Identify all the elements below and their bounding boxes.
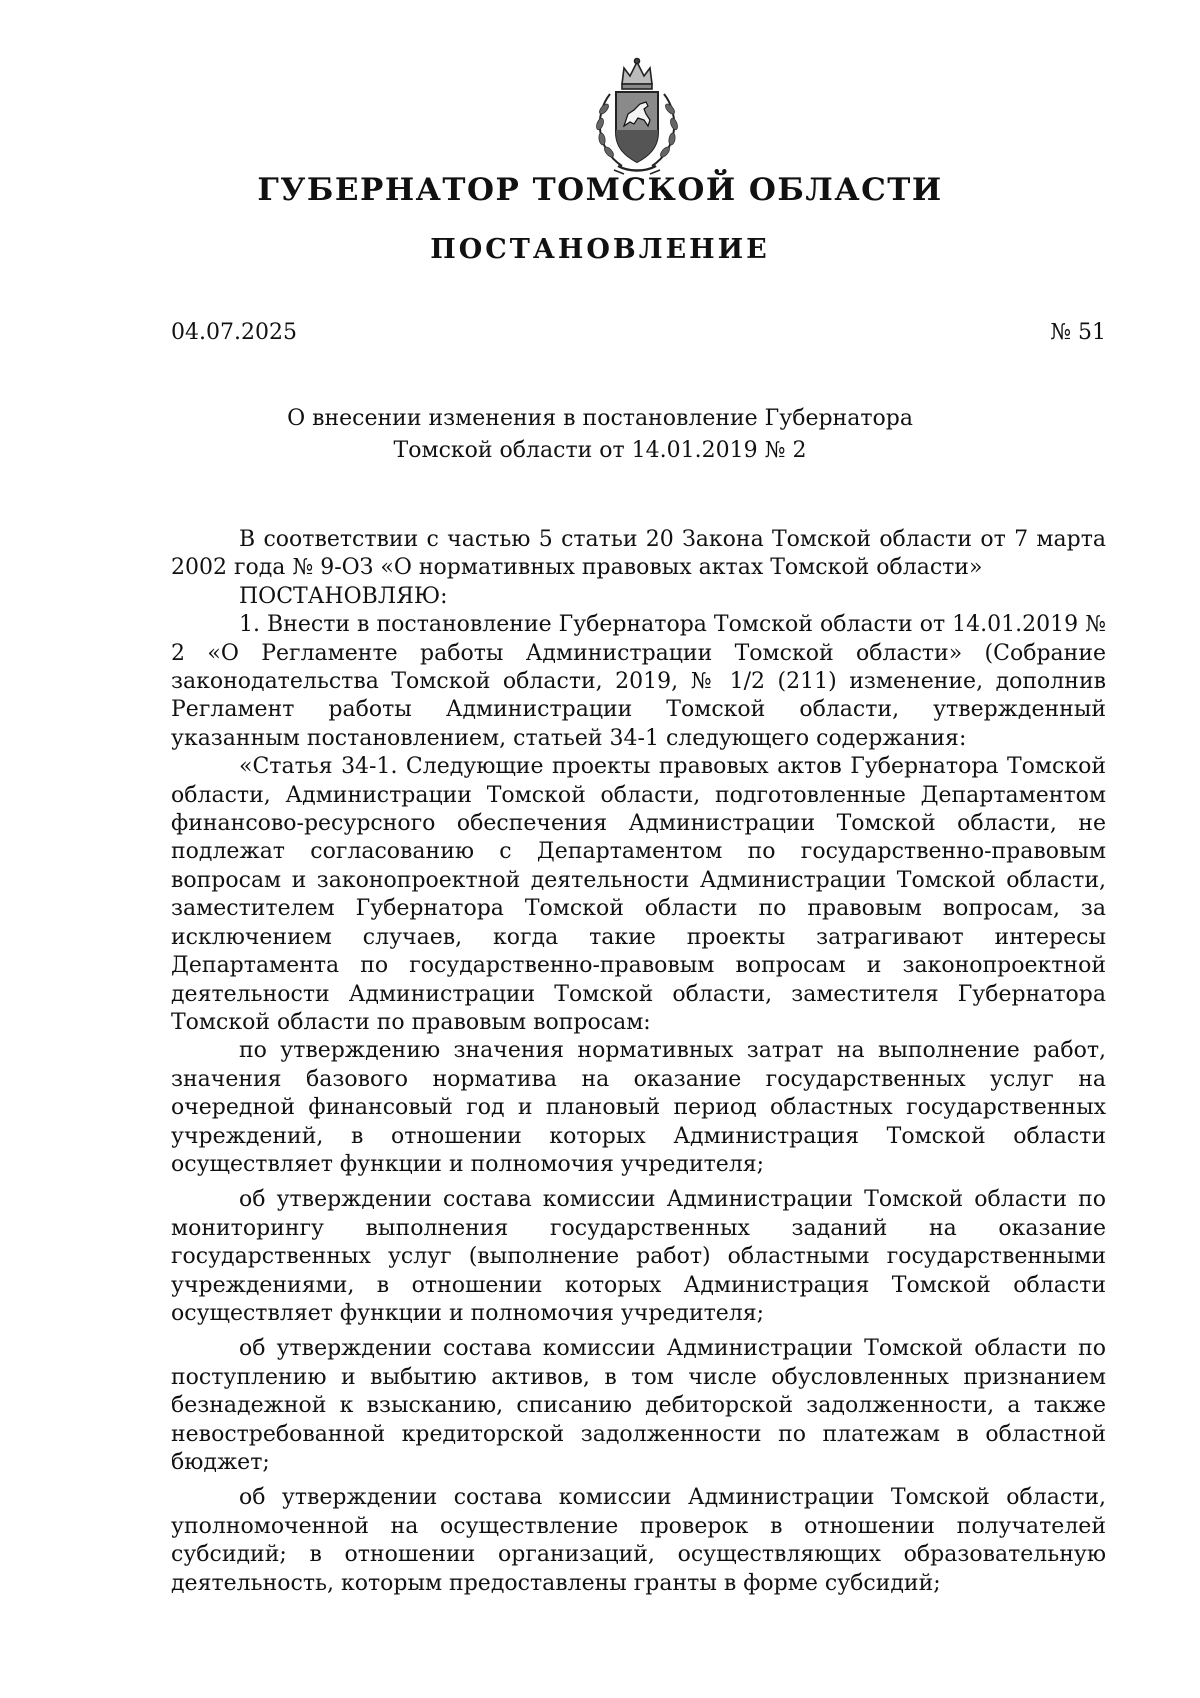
preamble-paragraph: В соответствии с частью 5 статьи 20 Закона Томской области от 7 марта 2002 года № 9-ОЗ «О нормативных правовых актах Томской области» (171, 527, 1106, 581)
article-34-1-paragraph: «Статья 34-1. Следующие проекты правовых актов Губернатора Томской области, Администрации Томской области, подготовленные Департаментом финансово-ресурсного обеспечения Администрации Томской области, не подлежат согласованию с Департаментом по государственно-правовым вопросам и законопроектной деятельности Администрации Томской области, заместителем Губернатора Томской области по правовым вопросам, за исключением случаев, когда такие проекты затрагивают интересы Департамента по государственно-правовым вопросам и законопроектной деятельности Администрации Томской области, заместителя Губернатора Томской области по правовым вопросам: (171, 754, 1106, 1035)
decree-word: ПОСТАНОВЛЯЮ: (239, 583, 448, 609)
tomsk-oblast-coat-of-arms-icon (584, 54, 690, 180)
clause-paragraph: по утверждению значения нормативных затрат на выполнение работ, значения базового норматива на оказание государственных услуг на очередной финансовый год и плановый период областных государственных учреждений, в отношении которых Администрация Томской области осуществляет функции и полномочия учредителя; (171, 1038, 1106, 1177)
clause-paragraph: об утверждении состава комиссии Администрации Томской области, уполномоченной на осуществление проверок в отношении получателей субсидий; в отношении организаций, осуществляющих образовательную деятельность, которым предоставлены гранты в форме субсидий; (171, 1485, 1106, 1596)
clause-paragraph: об утверждении состава комиссии Администрации Томской области по поступлению и выбытию активов, в том числе обусловленных признанием безнадежной к взысканию, списанию дебиторской задолженности, а также невостребованной кредиторской задолженности по платежам в областной бюджет; (171, 1336, 1106, 1475)
subject-line: Томской области от 14.01.2019 № 2 (393, 438, 807, 463)
clause-paragraph: об утверждении состава комиссии Администрации Томской области по мониторингу выполнения государственных заданий на оказание государственных услуг (выполнение работ) областными государственными учреждениями, в отношении которых Администрация Томской области осуществляет функции и полномочия учредителя; (171, 1187, 1106, 1326)
document-number: № 51 (1050, 320, 1106, 345)
item-1-paragraph: 1. Внести в постановление Губернатора Томской области от 14.01.2019 № 2 «О Регламенте работы Администрации Томской области» (Собрание законодательства Томской области, 2019, № 1/2 (211) изменение, дополнив Регламент работы Администрации Томской области, утвержденный указанным постановлением, статьей 34-1 следующего содержания: (171, 612, 1106, 751)
subject-line: О внесении изменения в постановление Губернатора (287, 406, 913, 431)
issuing-authority-title: ГУБЕРНАТОР ТОМСКОЙ ОБЛАСТИ (257, 172, 943, 208)
document-body (171, 526, 1106, 1598)
document-subject (0, 403, 1200, 467)
document-type-title: ПОСТАНОВЛЕНИЕ (430, 234, 770, 265)
document-date: 04.07.2025 (171, 320, 297, 345)
